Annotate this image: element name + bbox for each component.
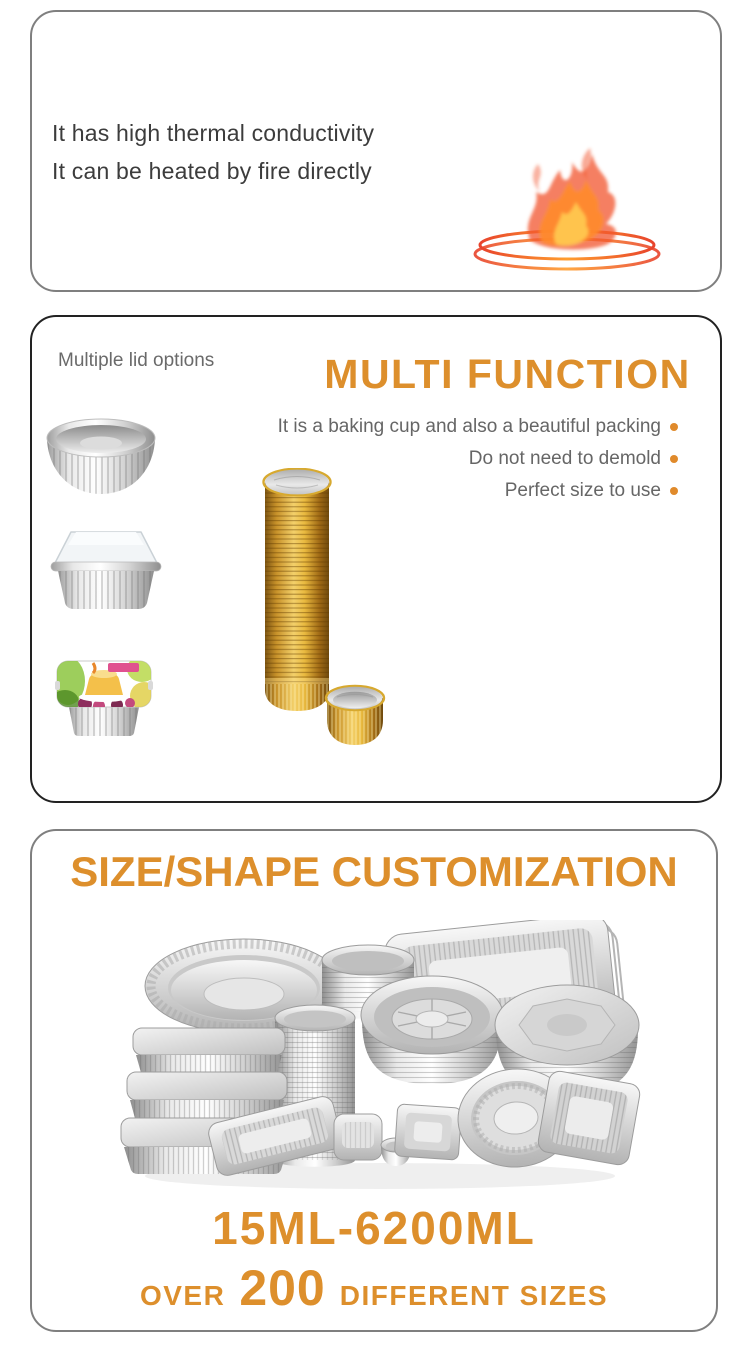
thermal-line-2: It can be heated by fire directly: [52, 158, 372, 184]
sizes-prefix: OVER: [139, 1280, 226, 1311]
thermal-line-1: It has high thermal conductivity: [52, 120, 375, 146]
feature-bullet: [278, 416, 678, 438]
feature-bullet-list: [278, 416, 678, 512]
assorted-foil-containers-image: [115, 920, 645, 1195]
gold-foil-baking-cup-stack-image: [262, 468, 332, 714]
bullet-dot-icon: [670, 423, 678, 431]
sizes-count: 200: [239, 1260, 326, 1316]
volume-range-text: 15ML-6200ML: [212, 1202, 536, 1254]
feature-bullet: [278, 480, 678, 502]
rect-foil-tray-clear-lid-image: [45, 518, 167, 618]
lid-options-label: Multiple lid options: [58, 350, 215, 371]
bullet-dot-icon: [670, 455, 678, 463]
thermal-conductivity-card: [30, 10, 722, 292]
gold-foil-baking-cup-image: [323, 680, 387, 754]
fire-image: [470, 140, 665, 275]
customization-title: SIZE/SHAPE CUSTOMIZATION: [70, 848, 678, 895]
multi-function-title: MULTI FUNCTION: [324, 351, 691, 397]
feature-bullet-text: Perfect size to use: [504, 480, 661, 501]
feature-bullet-text: It is a baking cup and also a beautiful packing: [277, 416, 661, 437]
foil-container-printed-lid-image: [55, 653, 153, 737]
sizes-suffix: DIFFERENT SIZES: [339, 1280, 609, 1311]
feature-bullet: [278, 448, 678, 470]
fire-on-rings-icon: [470, 140, 665, 275]
sizes-count-line: [32, 1259, 716, 1317]
thermal-text: [52, 114, 374, 190]
round-foil-bowl-image: [45, 410, 157, 502]
customization-card: [30, 829, 718, 1332]
bullet-dot-icon: [670, 487, 678, 495]
multi-function-card: [30, 315, 722, 803]
feature-bullet-text: Do not need to demold: [468, 448, 661, 469]
